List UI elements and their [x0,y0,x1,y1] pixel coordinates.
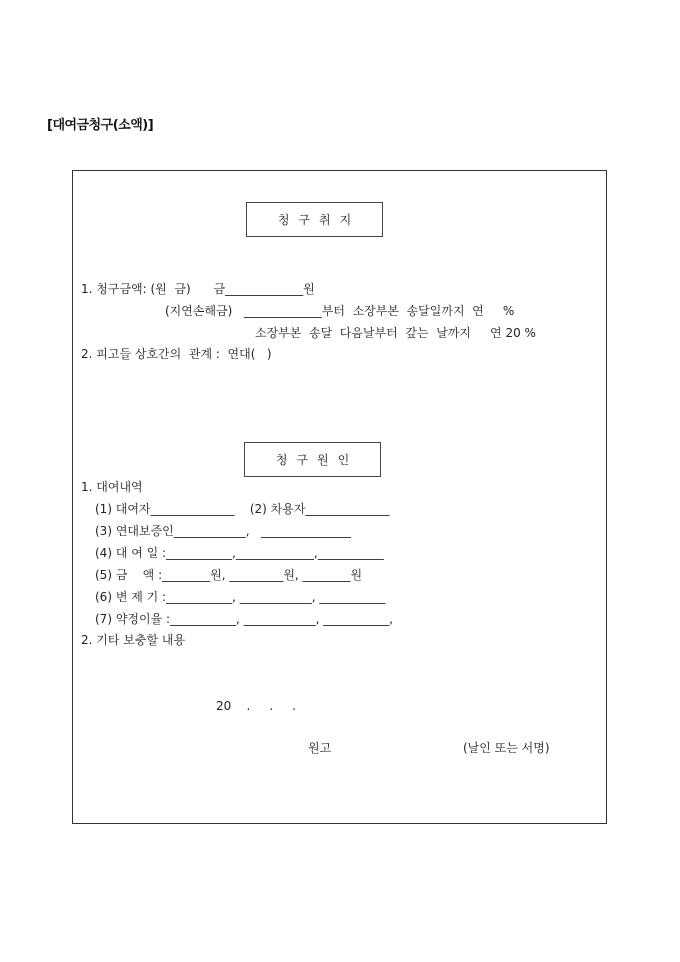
sign-note: (날인 또는 서명) [463,741,550,755]
loan-details-line: 1. 대여내역 [81,480,143,494]
delay-rate-line: 소장부본 송달 다음날부터 갚는 날까지 연 20 % [255,326,536,340]
claim-cause-heading: 청구원인 [244,442,381,477]
claim-amount-line: 1. 청구금액: (원 금) 금_____________원 [81,282,315,296]
signature-date: 20 . . . [216,699,297,713]
due-date-line: (6) 변 제 기 :___________, ____________, ___________ [95,590,386,604]
other-details-line: 2. 기타 보충할 내용 [81,633,186,647]
guarantor-line: (3) 연대보증인____________, _______________ [95,524,352,538]
lender-borrower-line: (1) 대여자______________ (2) 차용자______________ [95,502,390,516]
claim-form [72,170,607,824]
loan-amount-line: (5) 금 액 :________원, _________원, ________원 [95,568,363,582]
loan-date-line: (4) 대 여 일 :___________,_____________,___________ [95,546,384,560]
interest-rate-line: (7) 약정이율 :___________, ____________, ___________, [95,612,394,626]
claim-purpose-heading: 청구취지 [246,202,383,237]
plaintiff-label: 원고 [308,741,332,755]
delay-damages-line: (지연손해금) _____________부터 소장부본 송달일까지 연 % [165,304,515,318]
document-title: [대여금청구(소액)] [47,118,154,133]
defendants-relation-line: 2. 피고들 상호간의 관계 : 연대( ) [81,347,272,361]
